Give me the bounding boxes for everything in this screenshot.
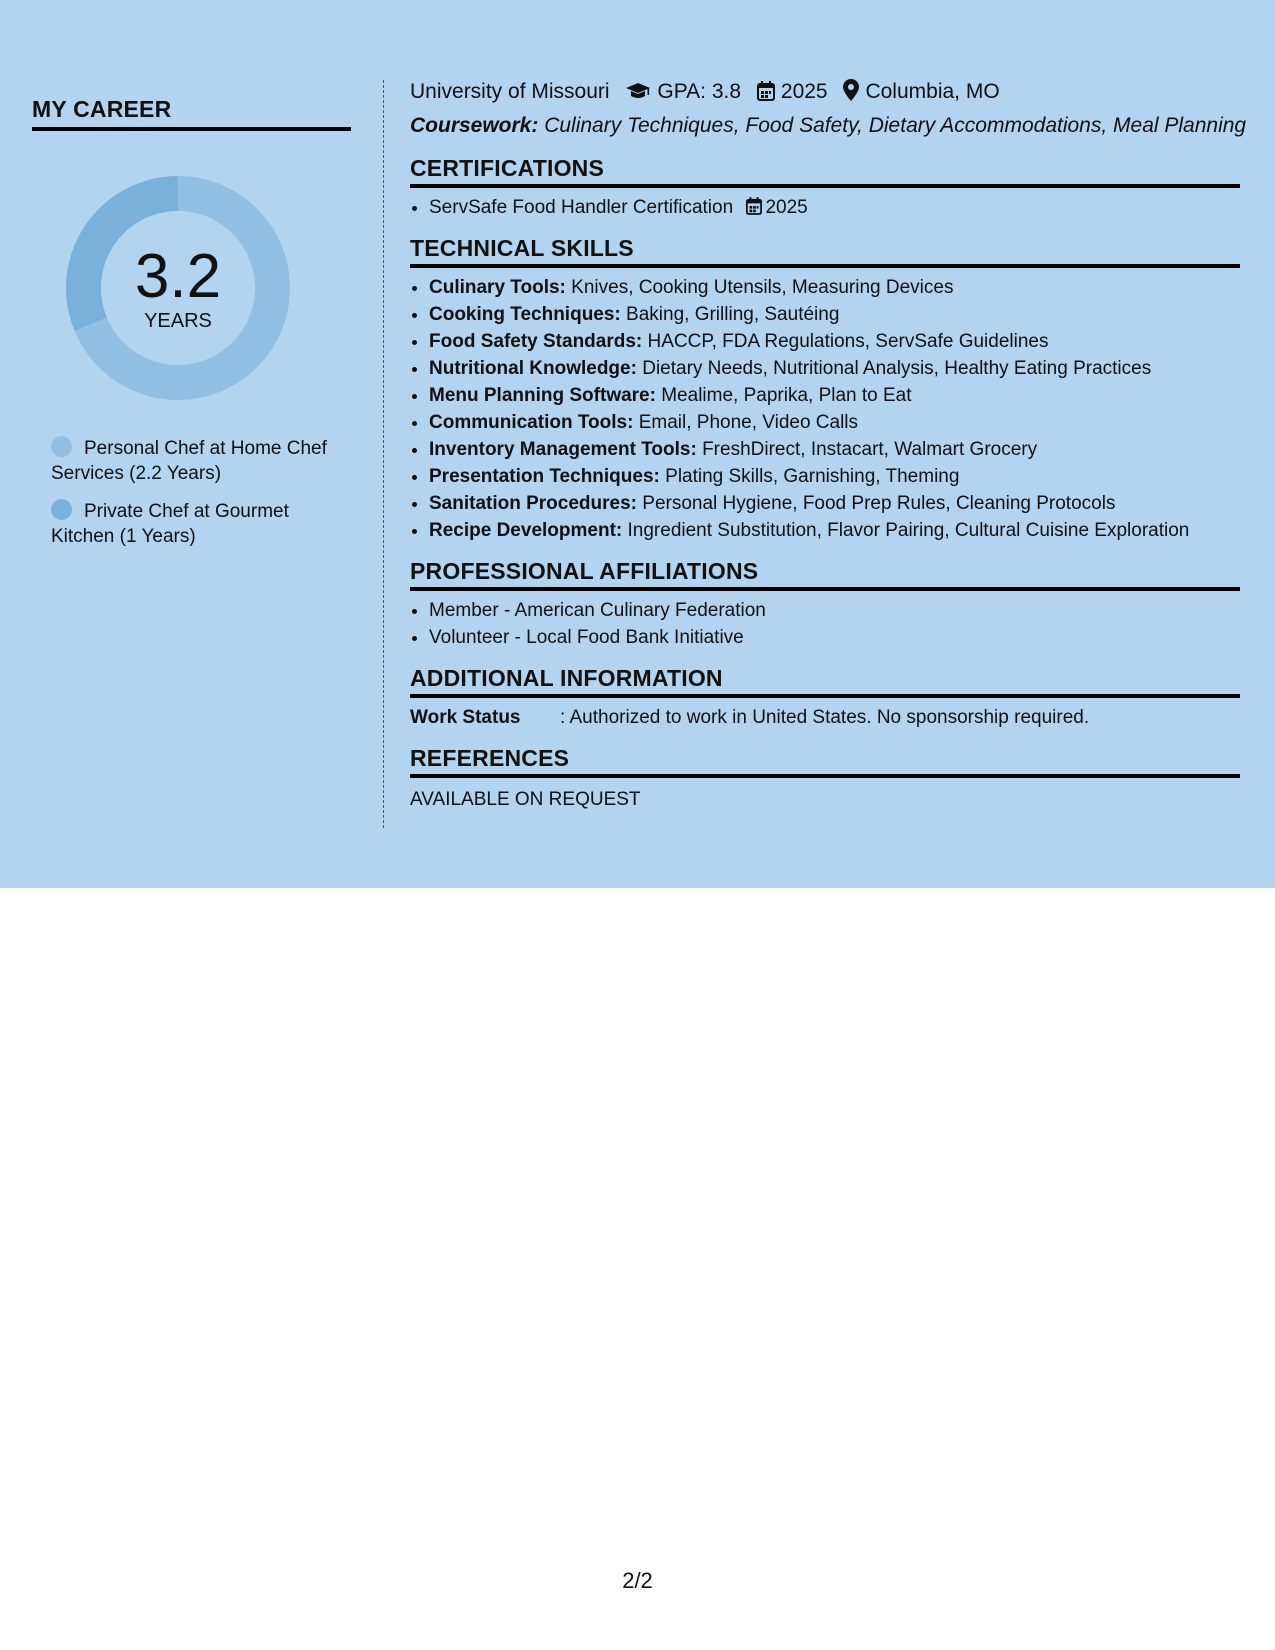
certification-date: 2025 (765, 197, 808, 218)
calendar-icon (757, 79, 775, 111)
gpa: GPA: 3.8 (657, 80, 742, 103)
career-total-unit: YEARS (144, 310, 212, 332)
skills-list (410, 274, 1240, 544)
list-item (429, 328, 1240, 355)
certifications-title: CERTIFICATIONS (410, 155, 1240, 188)
references-title: REFERENCES (410, 745, 1240, 778)
school-name: University of Missouri (410, 80, 610, 103)
certification-name: ServSafe Food Handler Certification (429, 197, 734, 218)
list-item (429, 355, 1240, 382)
education-line (410, 76, 1240, 111)
certification-date-wrap (746, 197, 807, 218)
list-item (429, 194, 1240, 221)
legend-item (51, 499, 341, 549)
work-status-row (410, 704, 1240, 731)
work-status-value: : Authorized to work in United States. No sponsorship required. (560, 707, 1090, 728)
list-item (429, 436, 1240, 463)
skill-value: Plating Skills, Garnishing, Theming (665, 466, 960, 487)
affiliations-title: PROFESSIONAL AFFILIATIONS (410, 558, 1240, 591)
skill-value: Knives, Cooking Utensils, Measuring Devices (571, 277, 954, 298)
list-item: • Member - American Culinary Federation (429, 597, 1240, 624)
legend-dot (51, 436, 72, 457)
certifications-list (410, 194, 1240, 221)
list-item (429, 409, 1240, 436)
career-legend (51, 436, 341, 562)
skill-label: Communication Tools: (429, 412, 634, 433)
skill-label: Nutritional Knowledge: (429, 358, 637, 379)
list-item (429, 274, 1240, 301)
skill-value: HACCP, FDA Regulations, ServSafe Guidelines (647, 331, 1049, 352)
calendar-icon (746, 197, 762, 215)
skill-value: Dietary Needs, Nutritional Analysis, Healthy Eating Practices (642, 358, 1152, 379)
legend-label: Personal Chef at Home Chef Services (2.2 Years) (51, 438, 327, 484)
skill-label: Culinary Tools: (429, 277, 566, 298)
column-divider (383, 80, 384, 828)
career-column (32, 96, 351, 547)
graduation-year: 2025 (780, 80, 828, 103)
skill-value: Ingredient Substitution, Flavor Pairing, Cultural Cuisine Exploration (627, 520, 1190, 541)
skill-value: Personal Hygiene, Food Prep Rules, Cleaning Protocols (642, 493, 1116, 514)
list-item (429, 517, 1240, 544)
main-column (410, 76, 1247, 813)
page-number: 2/2 (622, 1568, 653, 1593)
skill-value: FreshDirect, Instacart, Walmart Grocery (702, 439, 1038, 460)
references-text: AVAILABLE ON REQUEST (410, 789, 641, 810)
legend-dot (51, 499, 72, 520)
list-item (429, 463, 1240, 490)
coursework-value: Culinary Techniques, Food Safety, Dietary Accommodations, Meal Planning (544, 114, 1247, 137)
legend-label: Private Chef at Gourmet Kitchen (1 Years) (51, 501, 289, 547)
skill-label: Menu Planning Software: (429, 385, 656, 406)
coursework-label: Coursework: (410, 114, 539, 137)
skill-label: Recipe Development: (429, 520, 623, 541)
graduation-cap-icon (625, 79, 651, 111)
list-item: • Volunteer - Local Food Bank Initiative (429, 624, 1240, 651)
list-item (429, 301, 1240, 328)
coursework-line (410, 111, 1247, 141)
additional-info-title: ADDITIONAL INFORMATION (410, 665, 1240, 698)
location: Columbia, MO (865, 80, 1000, 103)
skill-label: Presentation Techniques: (429, 466, 660, 487)
legend-item (51, 436, 341, 486)
skill-value: Email, Phone, Video Calls (638, 412, 859, 433)
skill-label: Cooking Techniques: (429, 304, 621, 325)
career-title: MY CAREER (32, 96, 351, 131)
skill-label: Inventory Management Tools: (429, 439, 697, 460)
career-donut-chart (66, 176, 290, 400)
affiliations-list (410, 597, 1240, 651)
work-status-label: Work Status (410, 707, 521, 728)
list-item (429, 490, 1240, 517)
skills-title: TECHNICAL SKILLS (410, 235, 1240, 268)
skill-value: Mealime, Paprika, Plan to Eat (661, 385, 912, 406)
skill-label: Sanitation Procedures: (429, 493, 637, 514)
skill-value: Baking, Grilling, Sautéing (626, 304, 840, 325)
skill-label: Food Safety Standards: (429, 331, 643, 352)
list-item (429, 382, 1240, 409)
map-pin-icon (843, 79, 859, 111)
career-total-value: 3.2 (134, 242, 222, 311)
